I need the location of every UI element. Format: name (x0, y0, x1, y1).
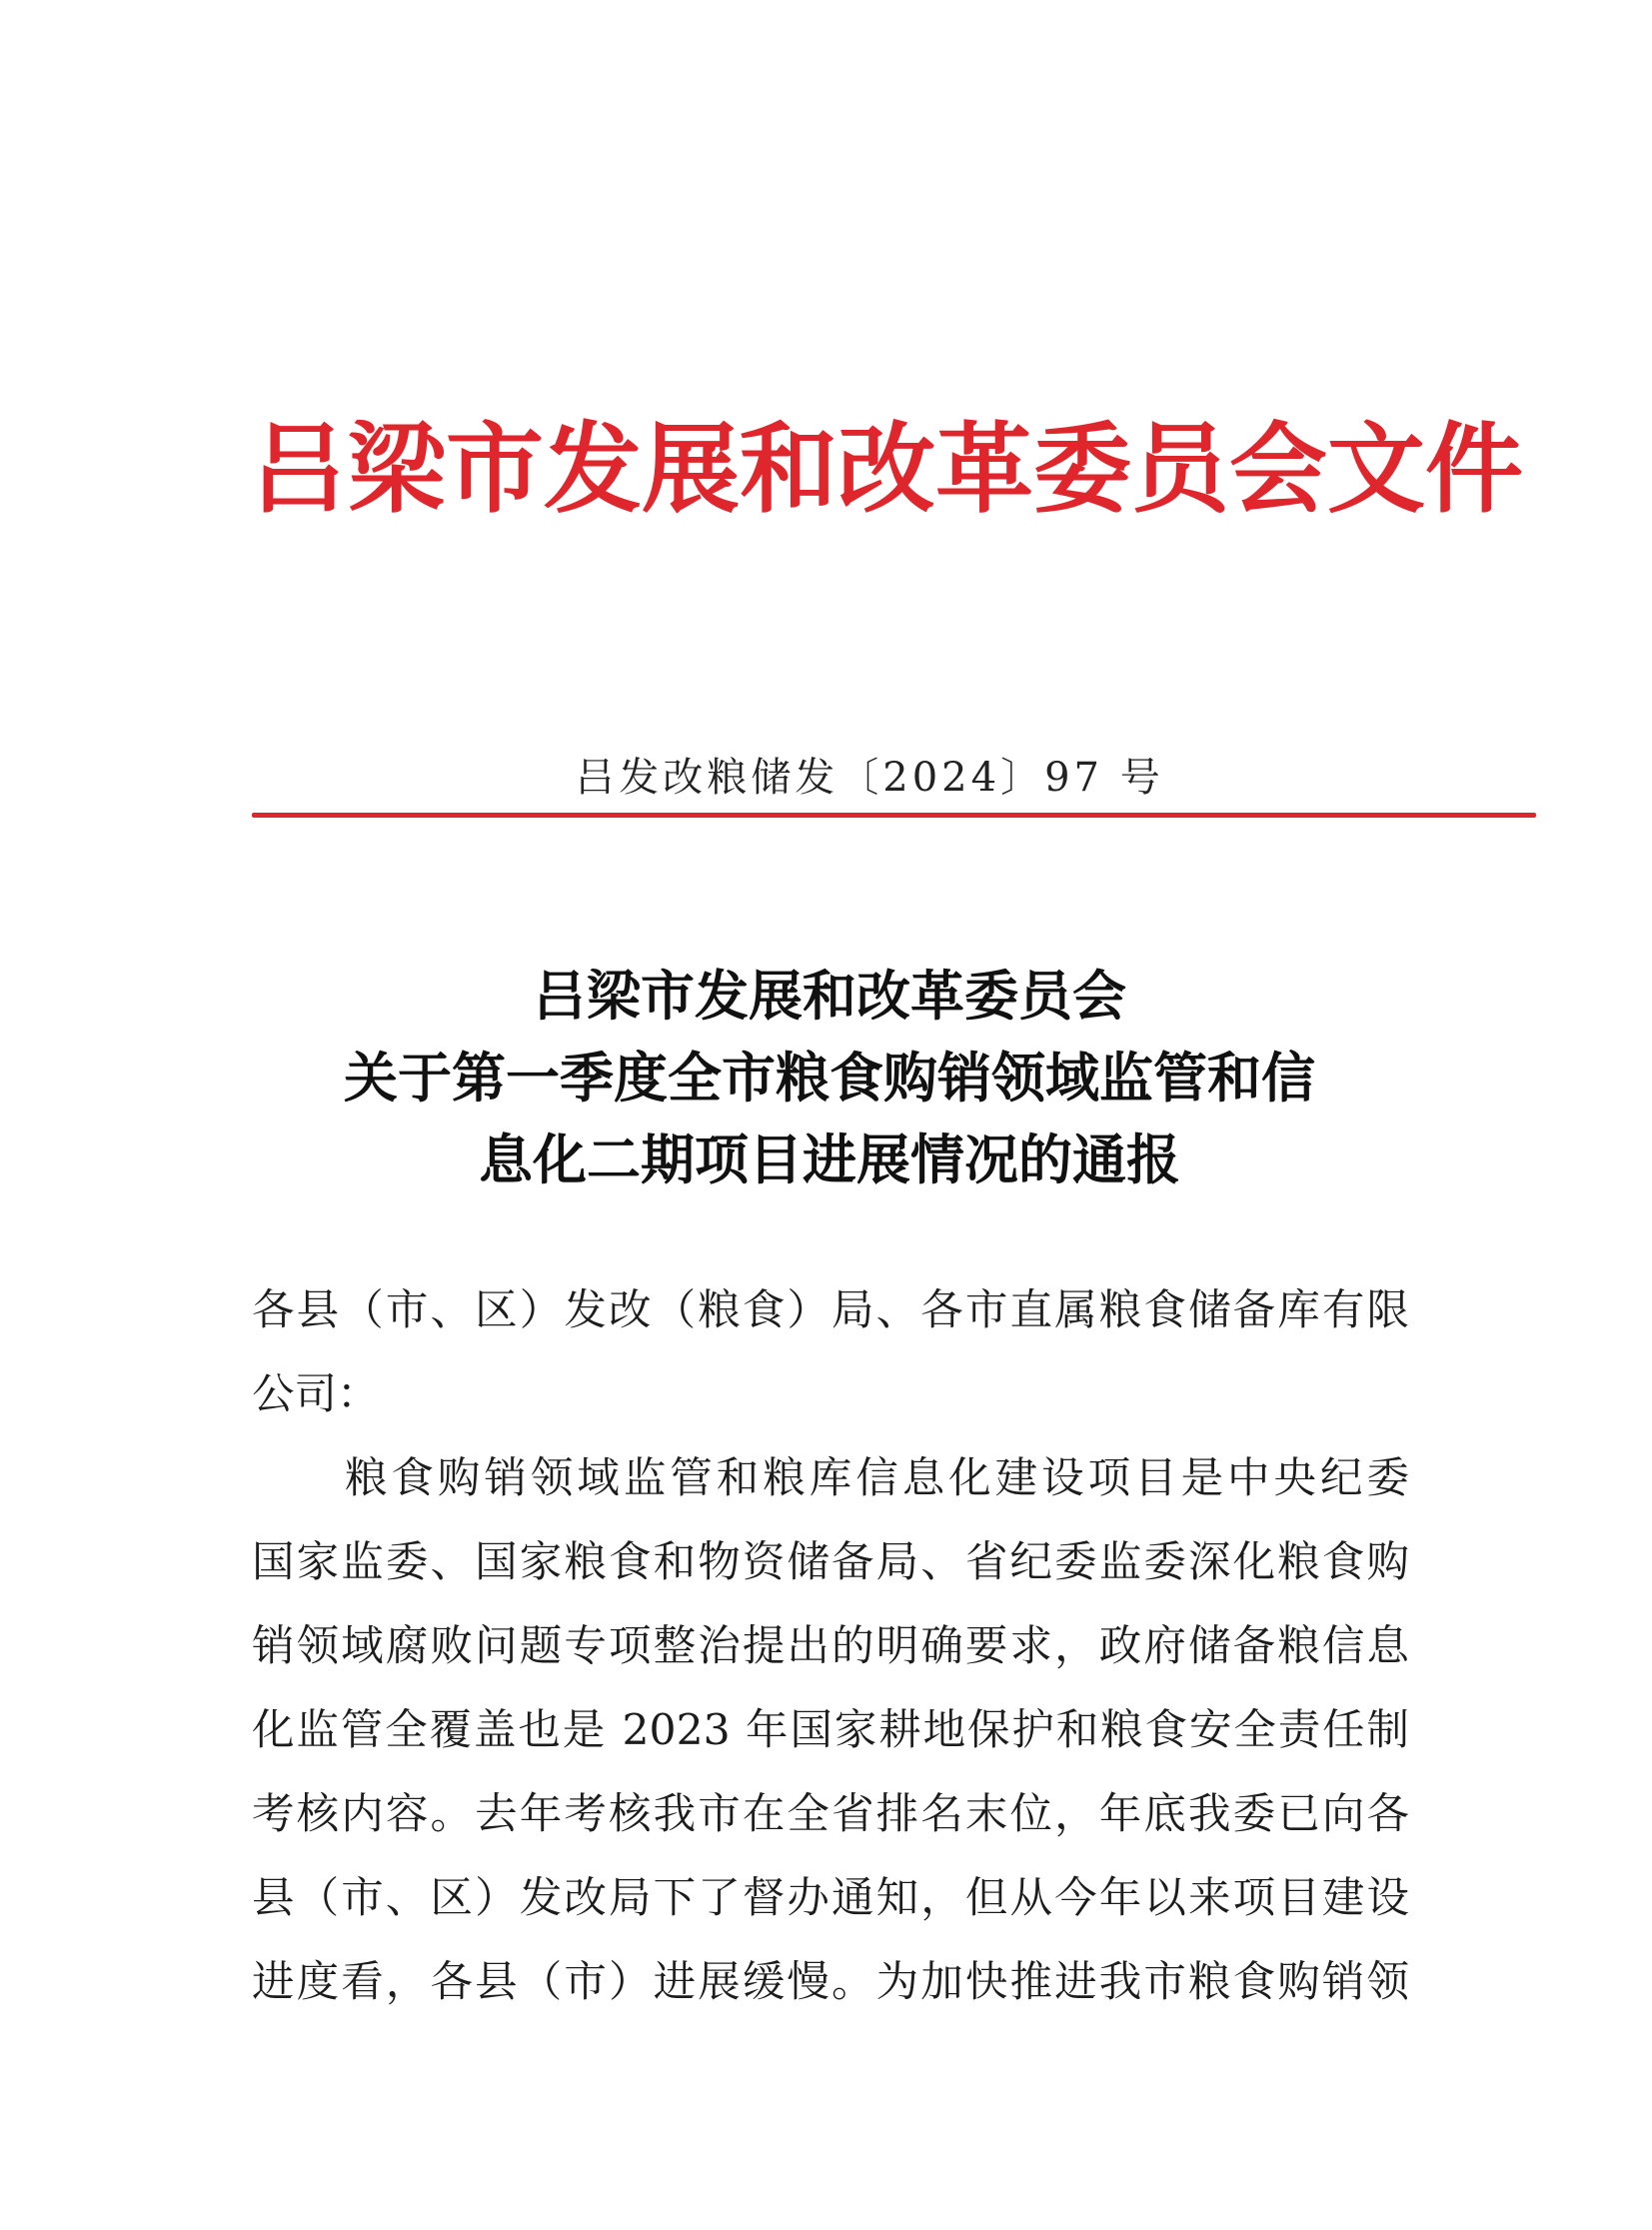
title-line: 吕梁市发展和改革委员会 (533, 964, 1126, 1028)
red-divider-line (252, 813, 1536, 818)
title-line: 息化二期项目进展情况的通报 (479, 1127, 1180, 1191)
paragraph-line: 销领域腐败问题专项整治提出的明确要求，政府储备粮信息 (252, 1622, 1409, 1671)
paragraph-line: 化监管全覆盖也是 2023 年国家耕地保护和粮食安全责任制 (252, 1706, 1409, 1755)
salutation-line: 公司： (252, 1370, 380, 1419)
salutation-line: 各县（市、区）发改（粮食）局、各市直属粮食储备库有限 (252, 1286, 1409, 1335)
paragraph-line: 进度看，各县（市）进展缓慢。为加快推进我市粮食购销领 (252, 1958, 1409, 2007)
document-body (252, 1269, 1409, 2025)
paragraph-line: 县（市、区）发改局下了督办通知，但从今年以来项目建设 (252, 1874, 1409, 1923)
document-title (230, 955, 1429, 1200)
paragraph-line: 粮食购销领域监管和粮库信息化建设项目是中央纪委 (252, 1454, 1409, 1503)
issuing-authority-header: 吕梁市发展和改革委员会文件 (250, 412, 1524, 527)
title-line: 关于第一季度全市粮食购销领域监管和信 (344, 1046, 1315, 1110)
paragraph-line: 国家监委、国家粮食和物资储备局、省纪委监委深化粮食购 (252, 1538, 1409, 1587)
document-number: 吕发改粮储发〔2024〕97 号 (575, 755, 1164, 801)
paragraph-line: 考核内容。去年考核我市在全省排名末位，年底我委已向各 (252, 1790, 1409, 1839)
